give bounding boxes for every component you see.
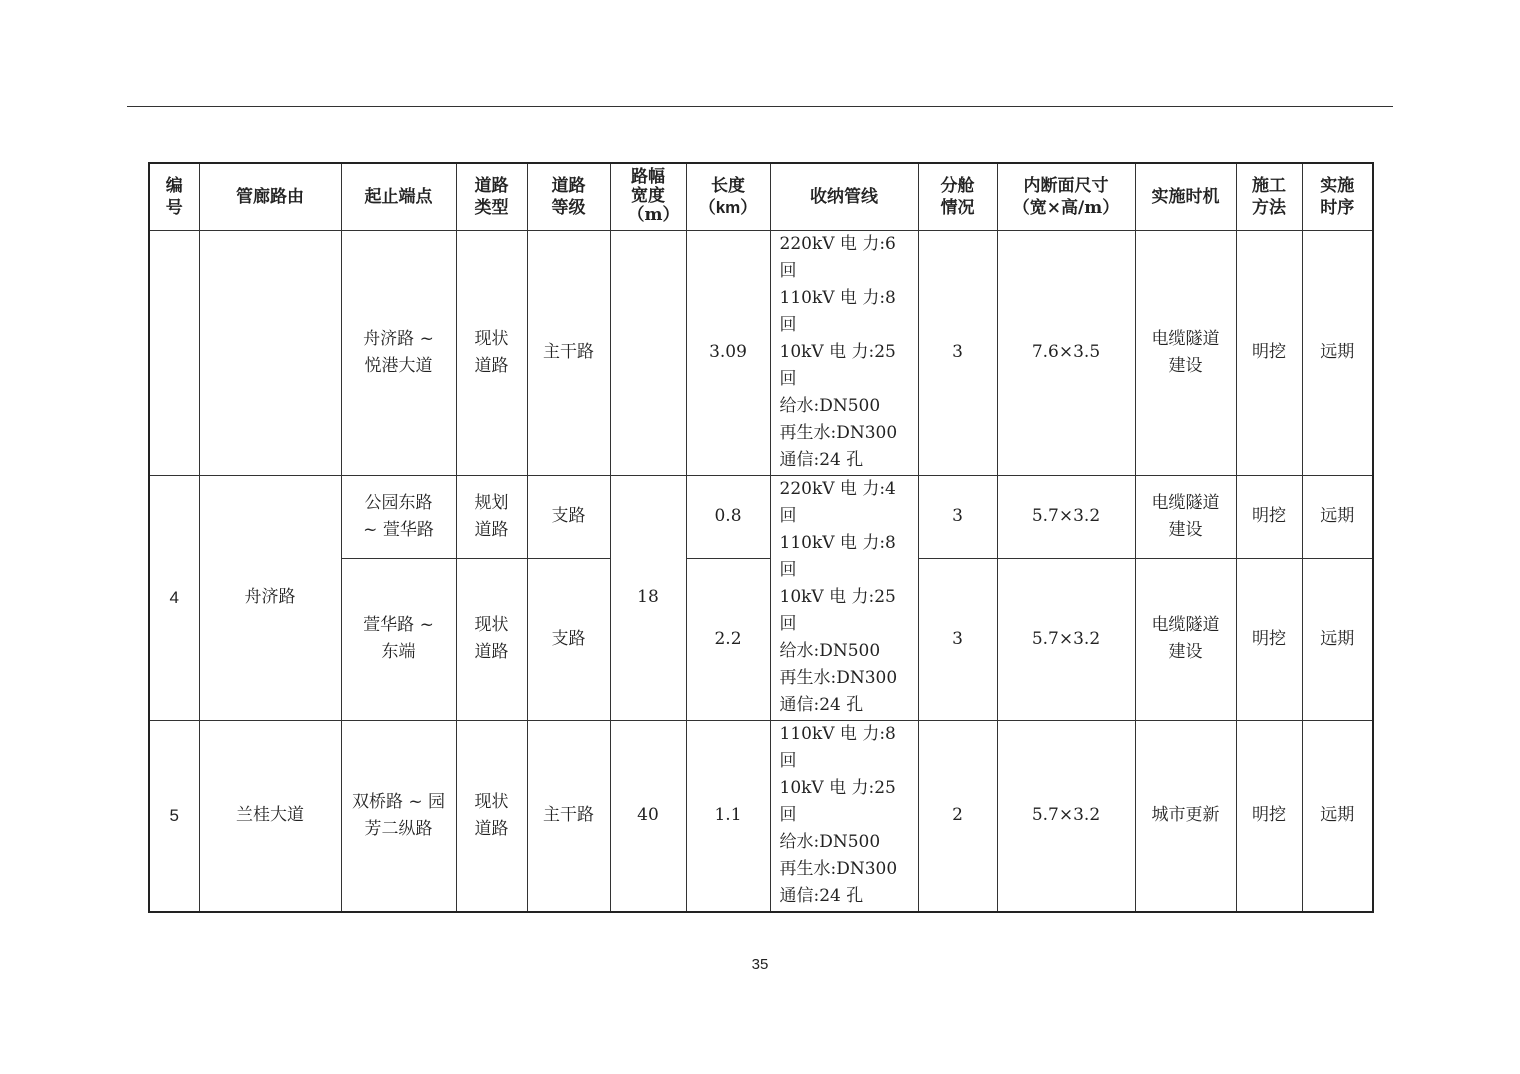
header-row [149,163,1373,230]
cell-sequence: 远期 [1302,558,1373,720]
cell-length: 2.2 [686,558,770,720]
cell-road-type: 现状道路 [456,720,527,912]
cell-road-type: 规划道路 [456,475,527,558]
cell-width: 40 [610,720,686,912]
header-sequence: 实施时序 [1302,163,1373,230]
cell-section: 7.6×3.5 [997,230,1135,475]
header-section: 内断面尺寸（宽×高/m） [997,163,1135,230]
pipe-line: 通信:24 孔 [779,694,864,715]
cell-timing: 电缆隧道建设 [1135,558,1236,720]
cell-road-type: 现状道路 [456,230,527,475]
cell-no [149,230,199,475]
cell-width [610,230,686,475]
pipe-gallery-table [148,162,1374,913]
pipe-line: 10kV 电 力:25回 [779,341,896,389]
cell-pipes [770,475,918,720]
table-row [149,720,1373,912]
pipe-line: 给水:DN500 [779,640,881,661]
header-endpoints: 起止端点 [341,163,456,230]
cell-route [199,230,341,475]
cell-method: 明挖 [1236,475,1302,558]
cell-cabins: 2 [918,720,997,912]
cell-timing: 电缆隧道建设 [1135,230,1236,475]
pipe-line: 给水:DN500 [779,831,881,852]
pipe-line: 通信:24 孔 [779,885,864,906]
cell-road-grade: 支路 [527,558,610,720]
header-route: 管廊路由 [199,163,341,230]
page-number: 35 [751,956,769,973]
cell-sequence: 远期 [1302,475,1373,558]
cell-endpoints: 萱华路 ~东端 [341,558,456,720]
header-timing: 实施时机 [1135,163,1236,230]
cell-method: 明挖 [1236,230,1302,475]
cell-route: 舟济路 [199,475,341,720]
header-road-type: 道路类型 [456,163,527,230]
pipe-line: 110kV 电 力:8回 [779,723,896,771]
header-width: 路幅宽度（m） [610,163,686,230]
pipe-line: 10kV 电 力:25回 [779,586,896,634]
cell-road-grade: 主干路 [527,230,610,475]
cell-method: 明挖 [1236,720,1302,912]
cell-endpoints: 舟济路 ~ 悦港大道 [341,230,456,475]
cell-length: 0.8 [686,475,770,558]
cell-timing: 城市更新 [1135,720,1236,912]
header-pipes: 收纳管线 [770,163,918,230]
cell-width: 18 [610,475,686,720]
pipe-line: 10kV 电 力:25回 [779,777,896,825]
header-length: 长度（km） [686,163,770,230]
cell-sequence: 远期 [1302,230,1373,475]
cell-road-grade: 支路 [527,475,610,558]
cell-section: 5.7×3.2 [997,720,1135,912]
cell-endpoints: 公园东路 ~ 萱华路 [341,475,456,558]
pipe-line: 再生水:DN300 [779,858,898,879]
header-rule [127,106,1393,107]
pipe-line: 110kV 电 力:8回 [779,532,896,580]
cell-timing: 电缆隧道建设 [1135,475,1236,558]
pipe-line: 220kV 电 力:4回 [779,478,896,526]
header-method: 施工方法 [1236,163,1302,230]
header-cabins: 分舱情况 [918,163,997,230]
cell-cabins: 3 [918,230,997,475]
table-row [149,475,1373,558]
header-road-grade: 道路等级 [527,163,610,230]
table-row [149,230,1373,475]
cell-no: 5 [149,720,199,912]
cell-sequence: 远期 [1302,720,1373,912]
cell-road-grade: 主干路 [527,720,610,912]
cell-route: 兰桂大道 [199,720,341,912]
pipe-line: 再生水:DN300 [779,422,898,443]
cell-section: 5.7×3.2 [997,475,1135,558]
cell-cabins: 3 [918,475,997,558]
cell-section: 5.7×3.2 [997,558,1135,720]
cell-road-type: 现状道路 [456,558,527,720]
header-no: 编号 [149,163,199,230]
cell-length: 3.09 [686,230,770,475]
cell-length: 1.1 [686,720,770,912]
cell-endpoints: 双桥路 ~ 园芳二纵路 [341,720,456,912]
pipe-line: 110kV 电 力:8回 [779,287,896,335]
pipe-line: 给水:DN500 [779,395,881,416]
pipe-line: 再生水:DN300 [779,667,898,688]
pipe-line: 220kV 电 力:6回 [779,233,896,281]
cell-pipes [770,720,918,912]
pipe-line: 通信:24 孔 [779,449,864,470]
cell-no: 4 [149,475,199,720]
cell-method: 明挖 [1236,558,1302,720]
cell-cabins: 3 [918,558,997,720]
cell-pipes [770,230,918,475]
